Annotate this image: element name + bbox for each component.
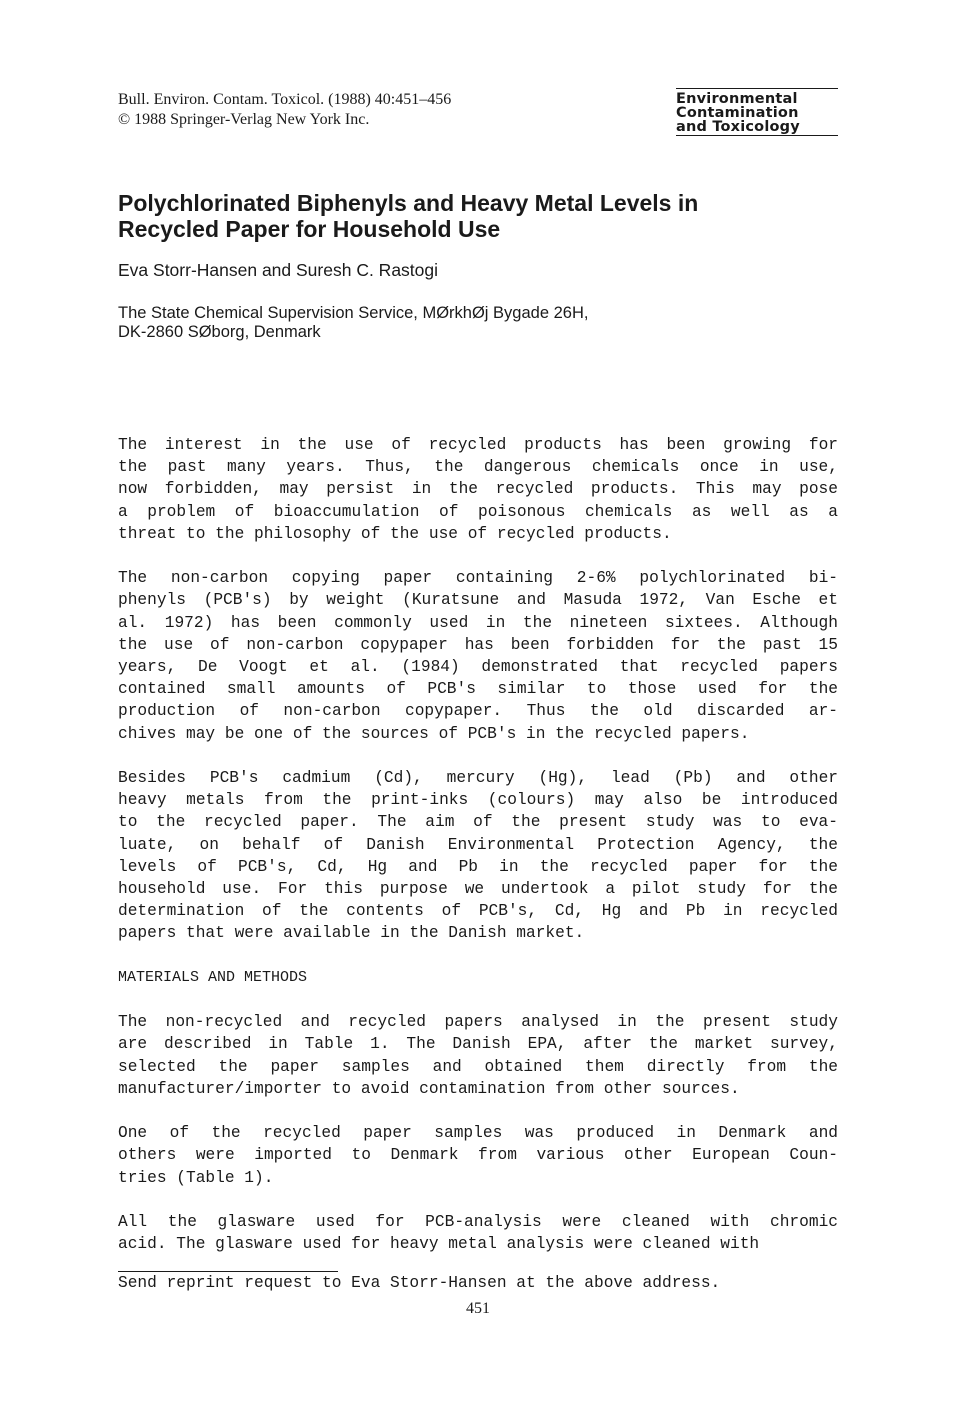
text-line: manufacturer/importer to avoid contamination from other sources. [118, 1079, 740, 1098]
paragraph-introduction [118, 434, 838, 545]
text-line: luate, on behalf of Danish Environmental Protection Agency, the [118, 835, 838, 854]
article-body [118, 434, 838, 1278]
journal-logo-line-3: and Toxicology [676, 119, 800, 135]
text-line: the use of non-carbon copypaper has been forbidden for the past 15 [118, 635, 838, 654]
text-line: determination of the contents of PCB's, Cd, Hg and Pb in recycled [118, 902, 838, 921]
text-line: years, De Voogt et al. (1984) demonstrated that recycled papers [118, 658, 838, 677]
text-line: now forbidden, may persist in the recycled products. This may pose [118, 480, 838, 499]
text-line: production of non-carbon copypaper. Thus the old discarded ar- [118, 702, 838, 721]
article-affiliation [118, 304, 588, 342]
text-line: to the recycled paper. The aim of the present study was to eva- [118, 813, 838, 832]
affiliation-line-1: The State Chemical Supervision Service, MØrkhØj Bygade 26H, [118, 304, 589, 322]
text-line: are described in Table 1. The Danish EPA, after the market survey, [118, 1035, 838, 1054]
footnote-reprint-request: Send reprint request to Eva Storr-Hansen at the above address. [118, 1274, 721, 1292]
text-line: The interest in the use of recycled products has been growing for [118, 436, 838, 454]
paragraph-sample-origin [118, 1122, 838, 1189]
text-line: acid. The glasware used for heavy metal analysis were cleaned with [118, 1235, 760, 1254]
paragraph-samples [118, 1011, 838, 1100]
text-line: threat to the philosophy of the use of recycled products. [118, 524, 672, 543]
journal-logo [676, 88, 838, 136]
text-line: selected the paper samples and obtained them directly from the [118, 1057, 838, 1076]
copyright-line: © 1988 Springer-Verlag New York Inc. [118, 111, 370, 128]
paragraph-glassware [118, 1211, 838, 1255]
title-line-2: Recycled Paper for Household Use [118, 216, 501, 242]
text-line: household use. For this purpose we undertook a pilot study for the [118, 880, 838, 899]
text-line: chives may be one of the sources of PCB's in the recycled papers. [118, 724, 750, 743]
section-heading-materials-methods: MATERIALS AND METHODS [118, 968, 308, 986]
text-line: Besides PCB's cadmium (Cd), mercury (Hg), lead (Pb) and other [118, 769, 838, 788]
text-line: papers that were available in the Danish market. [118, 924, 585, 943]
page-number: 451 [466, 1300, 490, 1317]
journal-citation-block [118, 90, 451, 130]
journal-logo-line-1: Environmental [676, 91, 798, 107]
text-line: One of the recycled paper samples was produced in Denmark and [118, 1124, 838, 1143]
text-line: contained small amounts of PCB's similar to those used for the [118, 680, 838, 699]
text-line: the past many years. Thus, the dangerous chemicals once in use, [118, 458, 838, 477]
affiliation-line-2: DK-2860 SØborg, Denmark [118, 323, 321, 341]
paragraph-study-aim [118, 767, 838, 945]
text-line: All the glasware used for PCB-analysis were cleaned with chromic [118, 1213, 838, 1232]
article-title [118, 190, 818, 242]
text-line: heavy metals from the print-inks (colours) may also be introduced [118, 791, 838, 810]
text-line: The non-recycled and recycled papers analysed in the present study [118, 1013, 838, 1032]
text-line: a problem of bioaccumulation of poisonous chemicals as well as a [118, 502, 838, 521]
text-line: The non-carbon copying paper containing 2-6% polychlorinated bi- [118, 569, 838, 588]
title-line-1: Polychlorinated Biphenyls and Heavy Metal Levels in [118, 190, 699, 216]
text-line: al. 1972) has been commonly used in the nineteen sixtees. Although [118, 613, 838, 632]
text-line: phenyls (PCB's) by weight (Kuratsune and Masuda 1972, Van Esche et [118, 591, 838, 610]
journal-logo-line-2: Contamination [676, 105, 799, 121]
text-line: tries (Table 1). [118, 1168, 274, 1187]
article-authors: Eva Storr-Hansen and Suresh C. Rastogi [118, 260, 439, 280]
text-line: others were imported to Denmark from various other European Coun- [118, 1146, 838, 1165]
paragraph-pcb-background [118, 567, 838, 745]
citation-line: Bull. Environ. Contam. Toxicol. (1988) 40:451–456 [118, 91, 452, 108]
text-line: levels of PCB's, Cd, Hg and Pb in the recycled paper for the [118, 857, 838, 876]
